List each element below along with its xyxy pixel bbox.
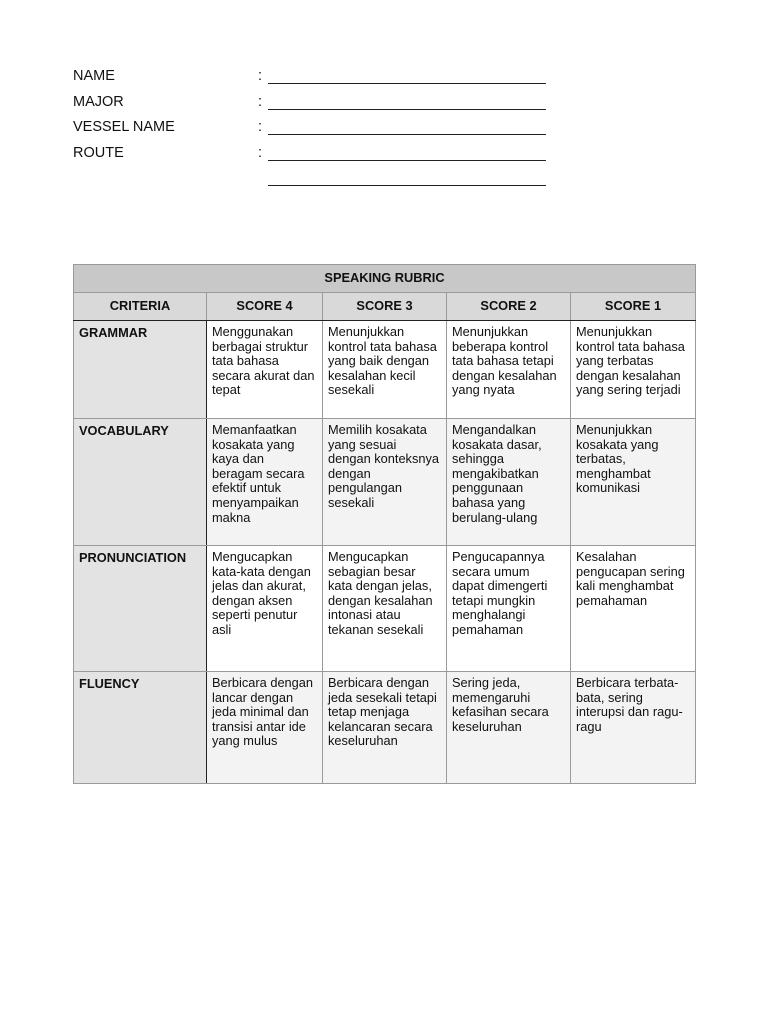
vessel-name-colon: :	[258, 119, 263, 135]
speaking-rubric-table	[73, 264, 696, 784]
vocabulary-score-1: Menunjukkan kosakata yang terbatas, menghambat komunikasi	[571, 419, 696, 546]
rubric-row-vocabulary	[74, 419, 696, 546]
pronunciation-score-3: Mengucapkan sebagian besar kata dengan jelas, dengan kesalahan intonasi atau tekanan sesekali	[323, 546, 447, 672]
name-label: NAME	[73, 68, 115, 84]
route-blank-line[interactable]	[268, 160, 546, 161]
header-score-2: SCORE 2	[447, 293, 571, 321]
vocabulary-score-4: Memanfaatkan kosakata yang kaya dan beragam secara efektif untuk menyampaikan makna	[207, 419, 323, 546]
fluency-score-2: Sering jeda, memengaruhi kefasihan secara keseluruhan	[447, 672, 571, 784]
pronunciation-score-2: Pengucapannya secara umum dapat dimengerti tetapi mungkin menghalangi pemahaman	[447, 546, 571, 672]
criteria-grammar: GRAMMAR	[74, 321, 207, 419]
criteria-pronunciation: PRONUNCIATION	[74, 546, 207, 672]
grammar-score-4: Menggunakan berbagai struktur tata bahasa secara akurat dan tepat	[207, 321, 323, 419]
route-label: ROUTE	[73, 144, 124, 161]
name-field	[73, 66, 553, 92]
major-label: MAJOR	[73, 93, 124, 110]
major-colon: :	[258, 93, 263, 110]
rubric-row-grammar	[74, 321, 696, 419]
rubric-title-row	[74, 265, 696, 293]
vocabulary-score-3: Memilih kosakata yang sesuai dengan konteksnya dengan pengulangan sesekali	[323, 419, 447, 546]
grammar-score-2: Menunjukkan beberapa kontrol tata bahasa tetapi dengan kesalahan yang nyata	[447, 321, 571, 419]
header-criteria: CRITERIA	[74, 293, 207, 321]
pronunciation-score-1: Kesalahan pengucapan sering kali menghambat pemahaman	[571, 546, 696, 672]
vessel-name-label: VESSEL NAME	[73, 119, 175, 135]
header-score-1: SCORE 1	[571, 293, 696, 321]
fluency-score-4: Berbicara dengan lancar dengan jeda minimal dan transisi antar ide yang mulus	[207, 672, 323, 784]
rubric-title: SPEAKING RUBRIC	[74, 265, 696, 293]
route-field	[73, 143, 553, 169]
fluency-score-3: Berbicara dengan jeda sesekali tetapi tetap menjaga kelancaran secara keseluruhan	[323, 672, 447, 784]
rubric-header-row	[74, 293, 696, 321]
name-blank-line[interactable]	[268, 83, 546, 84]
rubric-row-fluency	[74, 672, 696, 784]
vessel-name-field	[73, 117, 553, 143]
route-continuation-field	[73, 168, 553, 194]
vessel-name-blank-line[interactable]	[268, 134, 546, 135]
route-colon: :	[258, 144, 263, 161]
criteria-vocabulary: VOCABULARY	[74, 419, 207, 546]
grammar-score-1: Menunjukkan kontrol tata bahasa yang terbatas dengan kesalahan yang sering terjadi	[571, 321, 696, 419]
student-info-form	[73, 66, 553, 194]
grammar-score-3: Menunjukkan kontrol tata bahasa yang baik dengan kesalahan kecil sesekali	[323, 321, 447, 419]
major-field	[73, 92, 553, 118]
fluency-score-1: Berbicara terbata-bata, sering interupsi dan ragu-ragu	[571, 672, 696, 784]
name-colon: :	[258, 68, 263, 84]
criteria-fluency: FLUENCY	[74, 672, 207, 784]
pronunciation-score-4: Mengucapkan kata-kata dengan jelas dan akurat, dengan aksen seperti penutur asli	[207, 546, 323, 672]
rubric-row-pronunciation	[74, 546, 696, 672]
vocabulary-score-2: Mengandalkan kosakata dasar, sehingga mengakibatkan penggunaan bahasa yang berulang-ulang	[447, 419, 571, 546]
header-score-4: SCORE 4	[207, 293, 323, 321]
major-blank-line[interactable]	[268, 109, 546, 110]
route-continuation-blank-line[interactable]	[268, 185, 546, 186]
header-score-3: SCORE 3	[323, 293, 447, 321]
